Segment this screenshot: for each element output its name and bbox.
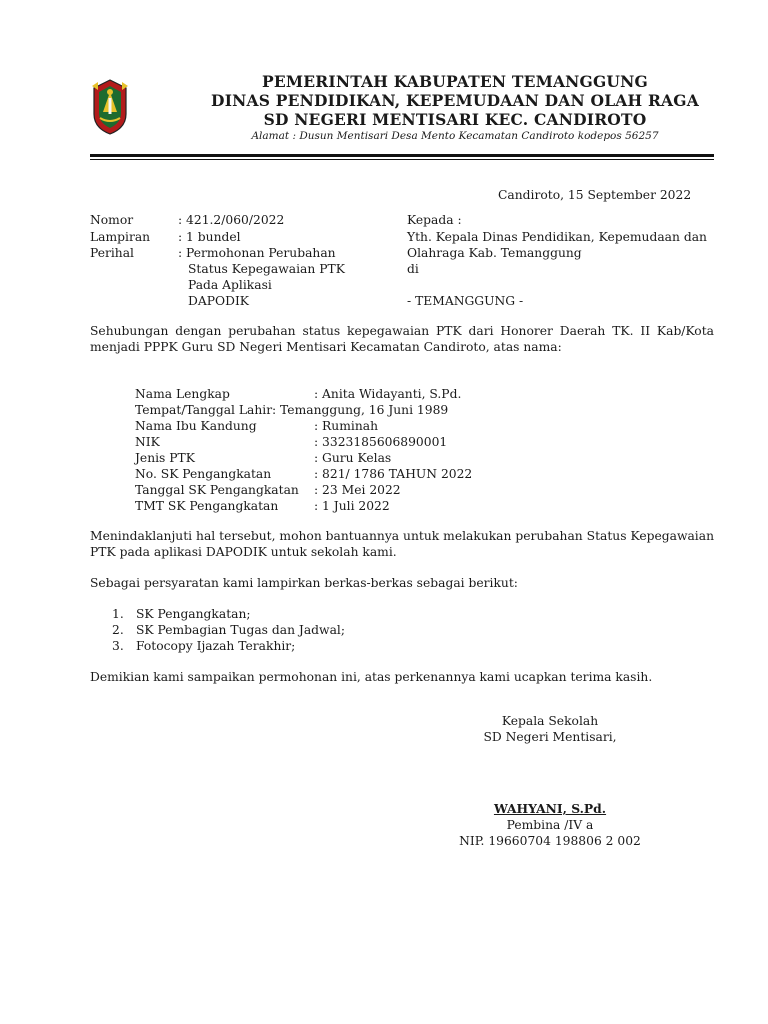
signer-institution: SD Negeri Mentisari, xyxy=(483,730,617,744)
request-paragraph: Menindaklanjuti hal tersebut, mohon bantuannya untuk melakukan perubahan Status Kepegawaian PTK pada aplikasi DAPODIK untuk sekolah kami. xyxy=(90,529,714,559)
recipient-line-1: Yth. Kepala Dinas Pendidikan, Kepemudaan dan xyxy=(407,230,707,244)
list-item: SK Pembagian Tugas dan Jadwal; xyxy=(136,623,345,637)
list-item-number: 3. xyxy=(112,639,124,653)
kepada-label: Kepada : xyxy=(407,213,462,227)
recipient-di: di xyxy=(407,262,419,276)
identity-value: : 3323185606890001 xyxy=(314,435,448,449)
identity-label: TMT SK Pengangkatan xyxy=(135,499,279,513)
letter-date: Candiroto, 15 September 2022 xyxy=(498,188,692,202)
identity-label: Nama Ibu Kandung xyxy=(135,419,257,433)
closing-paragraph: Demikian kami sampaikan permohonan ini, atas perkenannya kami ucapkan terima kasih. xyxy=(90,670,653,684)
signer-rank: Pembina /IV a xyxy=(506,818,594,832)
identity-label: Jenis PTK xyxy=(135,451,195,465)
signer-title: Kepala Sekolah xyxy=(501,714,599,728)
identity-value: : Ruminah xyxy=(314,419,378,433)
identity-value: : 23 Mei 2022 xyxy=(314,483,401,497)
letterhead-address: Alamat : Dusun Mentisari Desa Mento Kecamatan Candiroto kodepos 56257 xyxy=(251,130,659,142)
regency-emblem-icon xyxy=(90,78,130,136)
nomor-label: Nomor xyxy=(90,213,134,227)
identity-label: No. SK Pengangkatan xyxy=(135,467,272,481)
lampiran-label: Lampiran xyxy=(90,230,151,244)
letterhead-government: PEMERINTAH KABUPATEN TEMANGGUNG xyxy=(262,72,648,91)
identity-label: Tempat/Tanggal Lahir xyxy=(135,403,273,417)
lampiran-value: : 1 bundel xyxy=(178,230,241,244)
recipient-line-2: Olahraga Kab. Temanggung xyxy=(407,246,582,260)
perihal-line-1: : Permohonan Perubahan xyxy=(178,246,336,260)
identity-value: : 1 Juli 2022 xyxy=(314,499,390,513)
identity-label: NIK xyxy=(135,435,160,449)
identity-label: Tanggal SK Pengangkatan xyxy=(135,483,299,497)
identity-label: Nama Lengkap xyxy=(135,387,230,401)
perihal-line-3: Pada Aplikasi xyxy=(188,278,272,292)
list-item: SK Pengangkatan; xyxy=(136,607,251,621)
perihal-line-2: Status Kepegawaian PTK xyxy=(188,262,345,276)
identity-value: : Anita Widayanti, S.Pd. xyxy=(314,387,462,401)
letterhead-divider xyxy=(90,154,714,157)
recipient-place: - TEMANGGUNG - xyxy=(407,294,524,308)
list-item: Fotocopy Ijazah Terakhir; xyxy=(136,639,296,653)
list-item-number: 1. xyxy=(112,607,124,621)
attachment-list xyxy=(90,606,714,656)
opening-paragraph: Sehubungan dengan perubahan status kepegawaian PTK dari Honorer Daerah TK. II Kab/Kota menjadi PPPK Guru SD Negeri Mentisari Kecamatan Candiroto, atas nama: xyxy=(90,324,714,354)
signer-details xyxy=(450,801,650,849)
letterhead xyxy=(150,72,760,143)
perihal-label: Perihal xyxy=(90,246,134,260)
requirements-intro: Sebagai persyaratan kami lampirkan berkas-berkas sebagai berikut: xyxy=(90,576,518,590)
signer-nip: NIP. 19660704 198806 2 002 xyxy=(459,834,641,848)
letterhead-school: SD NEGERI MENTISARI KEC. CANDIROTO xyxy=(263,110,647,129)
nomor-value: : 421.2/060/2022 xyxy=(178,213,285,227)
perihal-line-4: DAPODIK xyxy=(188,294,249,308)
letterhead-agency: DINAS PENDIDIKAN, KEPEMUDAAN DAN OLAH RAGA xyxy=(211,91,699,110)
letterhead-divider-thin xyxy=(90,159,714,160)
signature-block xyxy=(460,713,640,745)
list-item-number: 2. xyxy=(112,623,124,637)
identity-value: : Temanggung, 16 Juni 1989 xyxy=(272,403,449,417)
signer-name: WAHYANI, S.Pd. xyxy=(493,801,607,816)
identity-value: : Guru Kelas xyxy=(314,451,392,465)
identity-value: : 821/ 1786 TAHUN 2022 xyxy=(314,467,473,481)
